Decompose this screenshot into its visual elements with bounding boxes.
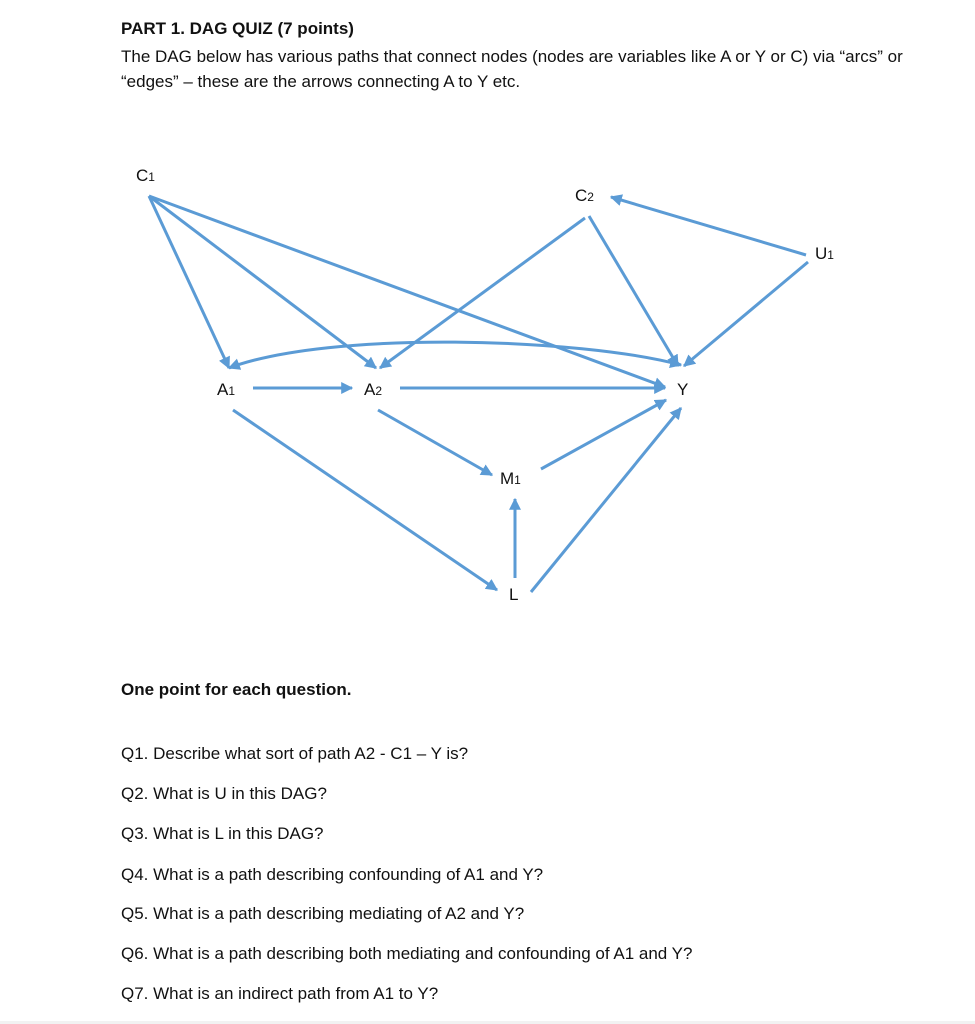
intro-paragraph: The DAG below has various paths that connect nodes (nodes are variables like A or Y or C) via “arcs” or “edges” – these are the arrows connecting A to Y etc. [121,47,903,91]
dag-diagram [0,150,975,620]
node-a2: A2 [364,380,383,399]
quiz-heading: PART 1. DAG QUIZ (7 points) [121,19,354,38]
edge-c2-y [589,216,678,366]
question-3: Q3. What is L in this DAG? [121,824,324,843]
node-c1: C1 [136,166,155,185]
question-1: Q1. Describe what sort of path A2 - C1 – Y is? [121,744,469,763]
question-4: Q4. What is a path describing confounding of A1 and Y? [121,865,544,884]
node-a1: A1 [217,380,236,399]
points-note: One point for each question. [121,680,352,699]
node-m1: M1 [500,469,521,488]
edge-c1-y [149,196,665,387]
edge-u1-c2 [611,197,806,255]
node-l: L [509,585,519,604]
node-c2: C2 [575,186,594,205]
node-y: Y [677,380,689,399]
edge-m1-y [541,400,666,469]
edge-l-y [531,408,681,592]
question-5: Q5. What is a path describing mediating of A2 and Y? [121,904,525,923]
edge-a1-l [233,410,497,590]
question-2: Q2. What is U in this DAG? [121,784,327,803]
question-7: Q7. What is an indirect path from A1 to Y? [121,984,439,1003]
edge-a1-y [229,342,681,368]
edge-u1-y [684,262,808,366]
question-6: Q6. What is a path describing both mediating and confounding of A1 and Y? [121,944,693,963]
edge-a2-m1 [378,410,492,475]
edge-c1-a2 [149,196,376,368]
node-u1: U1 [815,244,834,263]
